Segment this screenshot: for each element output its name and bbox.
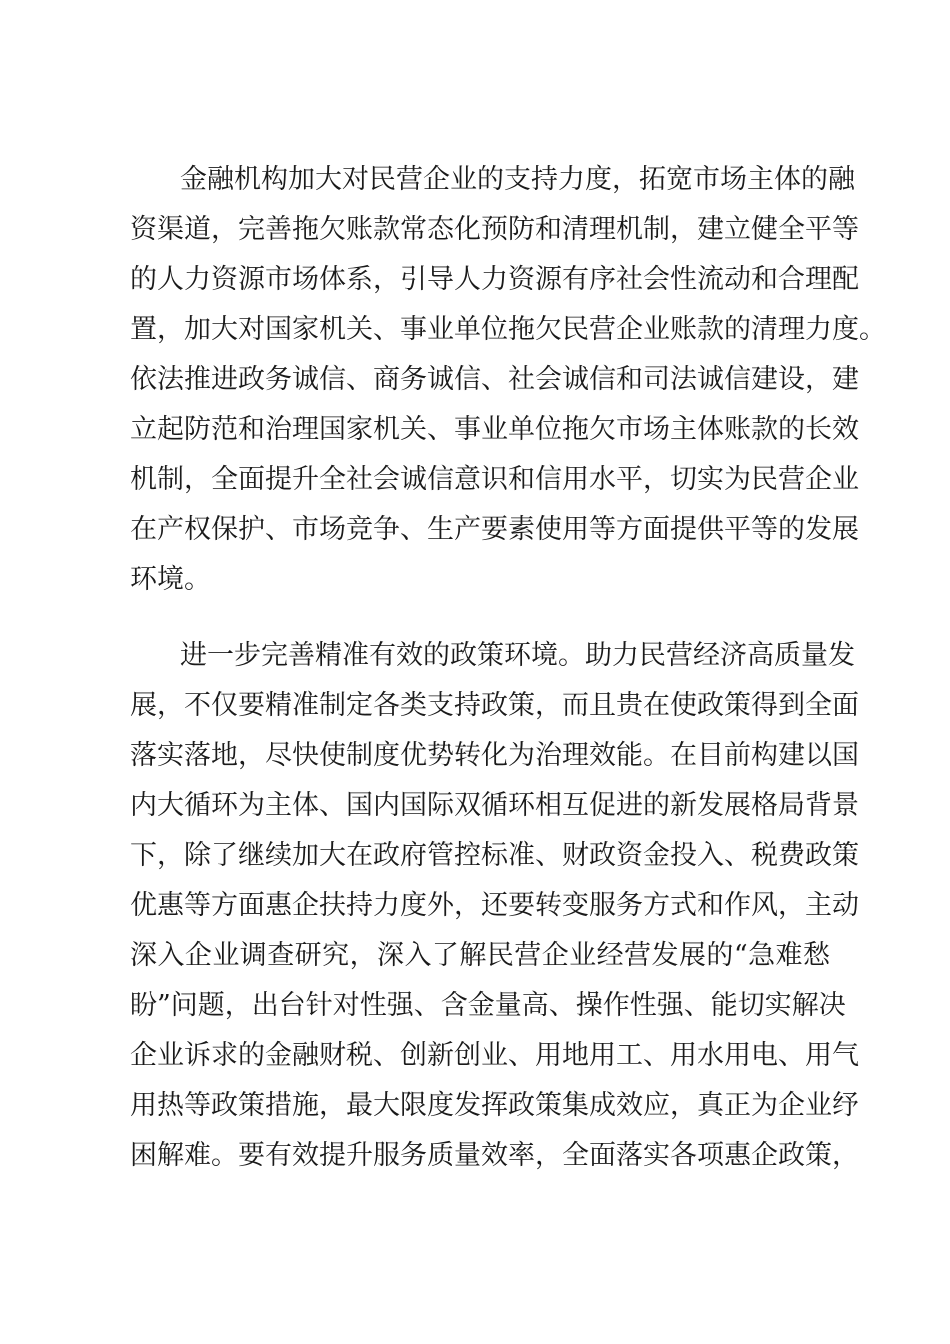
- text-line: 置，加大对国家机关、事业单位拖欠民营企业账款的清理力度。: [130, 314, 886, 345]
- text-line: 在产权保护、市场竞争、生产要素使用等方面提供平等的发展: [130, 514, 859, 545]
- text-line: 用热等政策措施，最大限度发挥政策集成效应，真正为企业纾: [130, 1090, 859, 1121]
- text-line: 困解难。要有效提升服务质量效率，全面落实各项惠企政策，: [130, 1140, 859, 1171]
- text-line: 下，除了继续加大在政府管控标准、财政资金投入、税费政策: [130, 840, 859, 871]
- text-line: 落实落地，尽快使制度优势转化为治理效能。在目前构建以国: [130, 740, 859, 771]
- text-line: 企业诉求的金融财税、创新创业、用地用工、用水用电、用气: [130, 1040, 859, 1071]
- text-line: 的人力资源市场体系，引导人力资源有序社会性流动和合理配: [130, 264, 859, 295]
- text-line: 环境。: [130, 564, 211, 595]
- text-line: 机制，全面提升全社会诚信意识和信用水平，切实为民营企业: [130, 464, 859, 495]
- text-line: 优惠等方面惠企扶持力度外，还要转变服务方式和作风，主动: [130, 890, 859, 921]
- text-line: 资渠道，完善拖欠账款常态化预防和清理机制，建立健全平等: [130, 214, 859, 245]
- text-line: 深入企业调查研究，深入了解民营企业经营发展的“急难愁: [130, 940, 830, 971]
- text-line: 展，不仅要精准制定各类支持政策，而且贵在使政策得到全面: [130, 690, 859, 721]
- text-line: 进一步完善精准有效的政策环境。助力民营经济高质量发: [180, 640, 855, 671]
- text-line: 盼”问题，出台针对性强、含金量高、操作性强、能切实解决: [130, 990, 846, 1021]
- text-line: 金融机构加大对民营企业的支持力度，拓宽市场主体的融: [180, 164, 855, 195]
- text-line: 依法推进政务诚信、商务诚信、社会诚信和司法诚信建设，建: [130, 364, 859, 395]
- text-line: 立起防范和治理国家机关、事业单位拖欠市场主体账款的长效: [130, 414, 859, 445]
- text-line: 内大循环为主体、国内国际双循环相互促进的新发展格局背景: [130, 790, 859, 821]
